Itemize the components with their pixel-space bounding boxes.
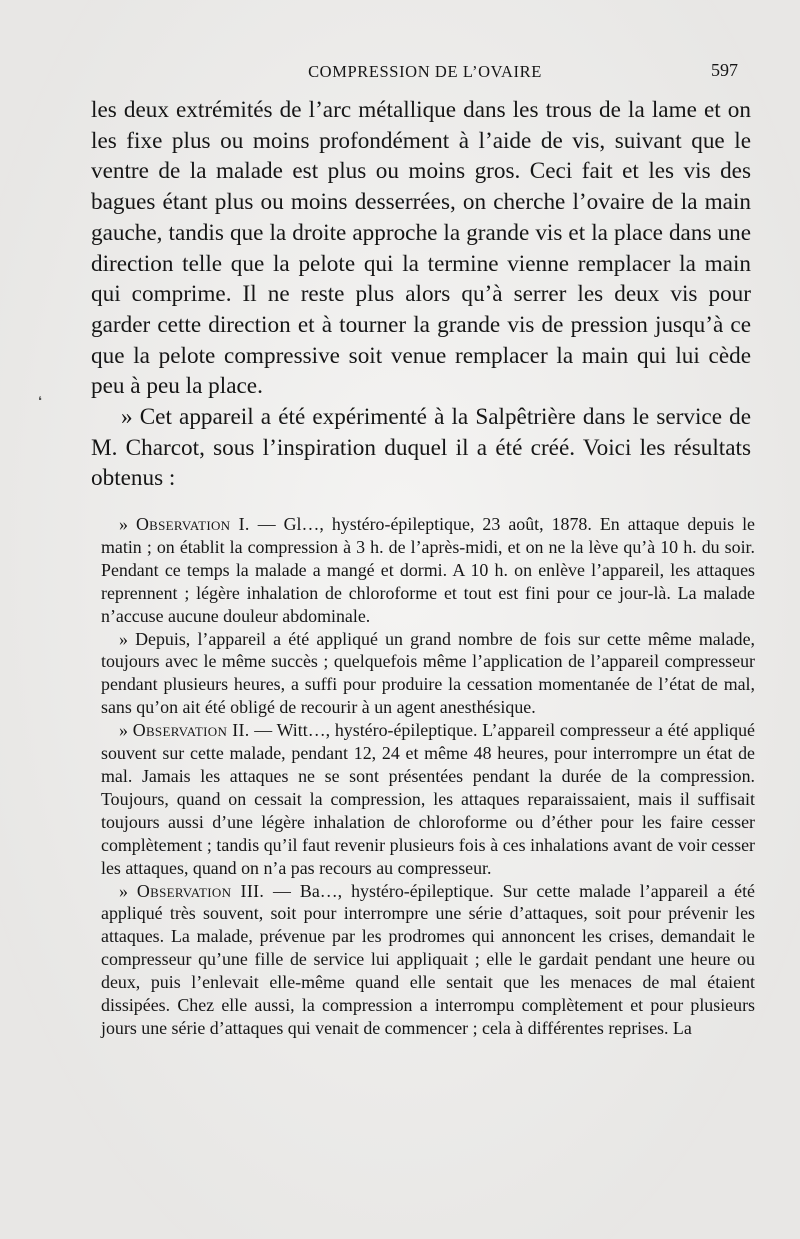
quote-mark: » [119,720,133,741]
observation-paragraph [101,880,755,1040]
paragraph: » Cet appareil a été expérimenté à la Salpêtrière dans le service de M. Charcot, sous l’inspiration duquel il a été créé. Voici les résultats obtenus : [91,404,751,492]
observation-paragraph [101,513,755,628]
observation-label: Observation I. [135,514,250,534]
observations-block [101,513,755,1040]
observation-text: — Ba…, hystéro-épileptique. Sur cette malade l’appareil a été appliqué très souvent, soit pour interrompre une série d’attaques, soit pour prévenir les attaques. La malade, prévenue par les prodromes qui annoncent les crises, demandait le compresseur qu’une fille de service lui appliquait ; elle le gardait pendant une heure ou deux, puis l’enlevait elle-même quand elle sentait que les menaces de mal étaient dissipées. Chez elle aussi, la compression a interrompu complètement et pour plusieurs jours une série d’attaques qui venait de commencer ; cela à différentes reprises. La [101,880,755,1038]
observation-paragraph [101,719,755,879]
observation-paragraph [101,628,755,720]
running-title: COMPRESSION DE L’OVAIRE [308,62,542,81]
main-text [91,95,751,494]
quote-mark: » [119,880,137,901]
observation-text: — Gl…, hystéro-épileptique, 23 août, 1878. En attaque depuis le matin ; on établit la compression à 3 h. de l’après-midi, et on ne la lève qu’à 10 h. du soir. Pendant ce temps la malade a mangé et dormi. A 10 h. on enlève l’appareil, les attaques reprennent ; légère inhalation de chloroforme et tout est fini pour ce jour-là. La malade n’accuse aucune douleur abdominale. [101,514,755,626]
quote-mark: » [119,514,136,534]
observation-label: Observation II. [132,720,250,741]
observation-text: » Depuis, l’appareil a été appliqué un grand nombre de fois sur cette même malade, toujours avec le même succès ; quelquefois même l’application de l’appareil compresseur pendant plusieurs heures, a suffi pour produire la cessation momentanée de l’état de mal, sans qu’on ait été obligé de recourir à un agent anesthésique. [101,628,755,718]
margin-speck: ❛ [38,394,42,408]
running-head [90,60,760,86]
observation-text: — Witt…, hystéro-épileptique. L’appareil compresseur a été appliqué souvent sur cette malade, pendant 12, 24 et même 48 heures, pour interrompre un état de mal. Jamais les attaques ne se sont présentées pendant la durée de la compression. Toujours, quand on cessait la compression, les attaques reparaissaient, mais il suffisait toujours aussi d’une légère inhalation de chloroforme ou d’éther pour les faire cesser complètement ; tandis qu’il faut revenir plusieurs fois à ces inhalations avant de voir cesser les attaques, quand on n’a pas recours au compresseur. [101,720,755,878]
page-number: 597 [711,60,738,80]
paragraph: les deux extrémités de l’arc métallique dans les trous de la lame et on les fixe plus ou moins profondément à l’aide de vis, suivant que le ventre de la malade est plus ou moins gros. Ceci fait et les vis des bagues étant plus ou moins desserrées, on cherche l’ovaire de la main gauche, tandis que la droite approche la grande vis et la place dans une direction telle que la pelote qui la termine vienne remplacer la main qui comprime. Il ne reste plus alors qu’à serrer les deux vis pour garder cette direction et à tourner la grande vis de pression jusqu’à ce que la pelote compressive soit venue remplacer la main qui lui cède peu à peu la place. [91,97,751,400]
observation-label: Observation III. [136,880,265,901]
